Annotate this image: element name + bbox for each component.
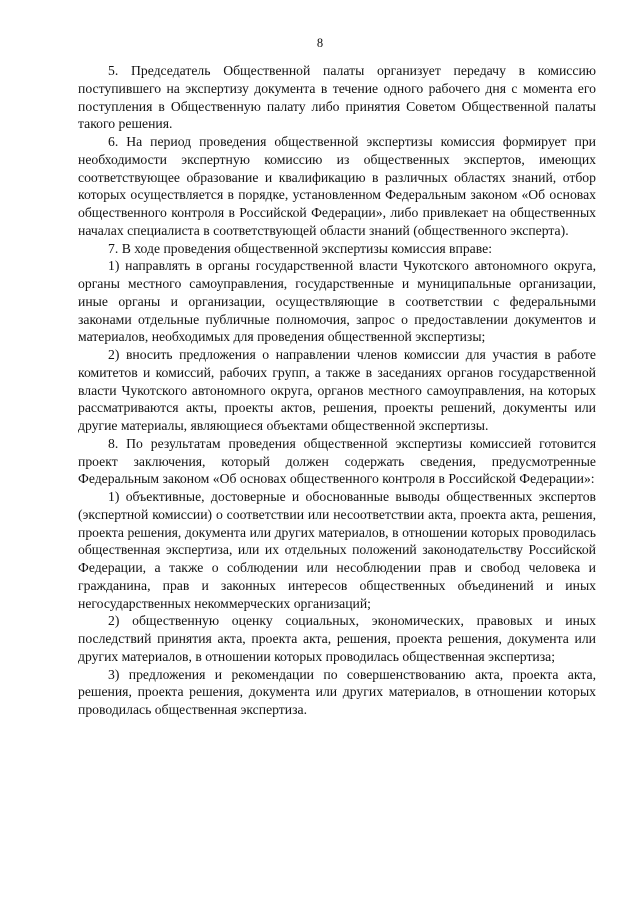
paragraph-item-8-subitem-2: 2) общественную оценку социальных, экономических, правовых и иных последствий принятия акта, проекта акта, решения, проекта решения, документа или других материалов, в отношении которых проводилась общественная экспертиза; (78, 613, 596, 664)
page-number: 8 (316, 36, 324, 50)
paragraph-item-8-draft-conclusion: 8. По результатам проведения общественной экспертизы комиссией готовится проект заключения, который должен содержать сведения, предусмотренные Федеральным законом «Об основах общественного контроля в Российской Федерации»: (78, 435, 596, 487)
paragraph-item-7-subitem-2: 2) вносить предложения о направлении членов комиссии для участия в работе комитетов и комиссий, рабочих групп, а также в заседаниях органов государственной власти Чукотского автономного округа, органов местного самоуправления, на которых рассматриваются акты, проекты актов, решения, проекты решений, документы или другие материалы, являющиеся объектами общественной экспертизы. (78, 347, 596, 433)
paragraph-item-8-subitem-1: 1) объективные, достоверные и обоснованные выводы общественных экспертов (экспертной комиссии) о соответствии или несоответствии акта, проекта акта, решения, проекта решения, документа или других материалов, в отношении которых проводилась общественная экспертиза, или их отдельных положений законодательству Российской Федерации, а также о соблюдении или несоблюдении прав и свобод человека и гражданина, прав и законных интересов общественных объединений и иных негосударственных некоммерческих организаций; (78, 489, 596, 611)
paragraph-item-5-chairman-transfer: 5. Председатель Общественной палаты организует передачу в комиссию поступившего на экспертизу документа в течение одного рабочего дня с момента его поступления в Общественную палату либо принятия Советом Общественной палаты такого решения. (78, 63, 596, 132)
paragraph-item-8-subitem-3: 3) предложения и рекомендации по совершенствованию акта, проекта акта, решения, проекта решения, документа или других материалов, в отношении которых проводилась общественная экспертиза. (78, 666, 596, 717)
paragraph-item-6-expert-commission: 6. На период проведения общественной экспертизы комиссия формирует при необходимости экспертную комиссию из общественных экспертов, имеющих соответствующее образование и квалификацию в различных областях знаний, отбор которых осуществляется в порядке, установленном Федеральным законом «Об основах общественного контроля в Российской Федерации», либо привлекает на общественных началах специалиста в соответствующей области знаний (общественного эксперта). (78, 134, 596, 238)
document-body (78, 62, 596, 719)
paragraph-item-7-subitem-1: 1) направлять в органы государственной власти Чукотского автономного округа, органы местного самоуправления, государственные и муниципальные организации, иные органы и организации, осуществляющие в соответствии с федеральными законами отдельные публичные полномочия, запрос о предоставлении документов и материалов, необходимых для проведения общественной экспертизы; (78, 258, 596, 345)
paragraph-item-7-commission-rights: 7. В ходе проведения общественной экспертизы комиссия вправе: (108, 240, 493, 256)
